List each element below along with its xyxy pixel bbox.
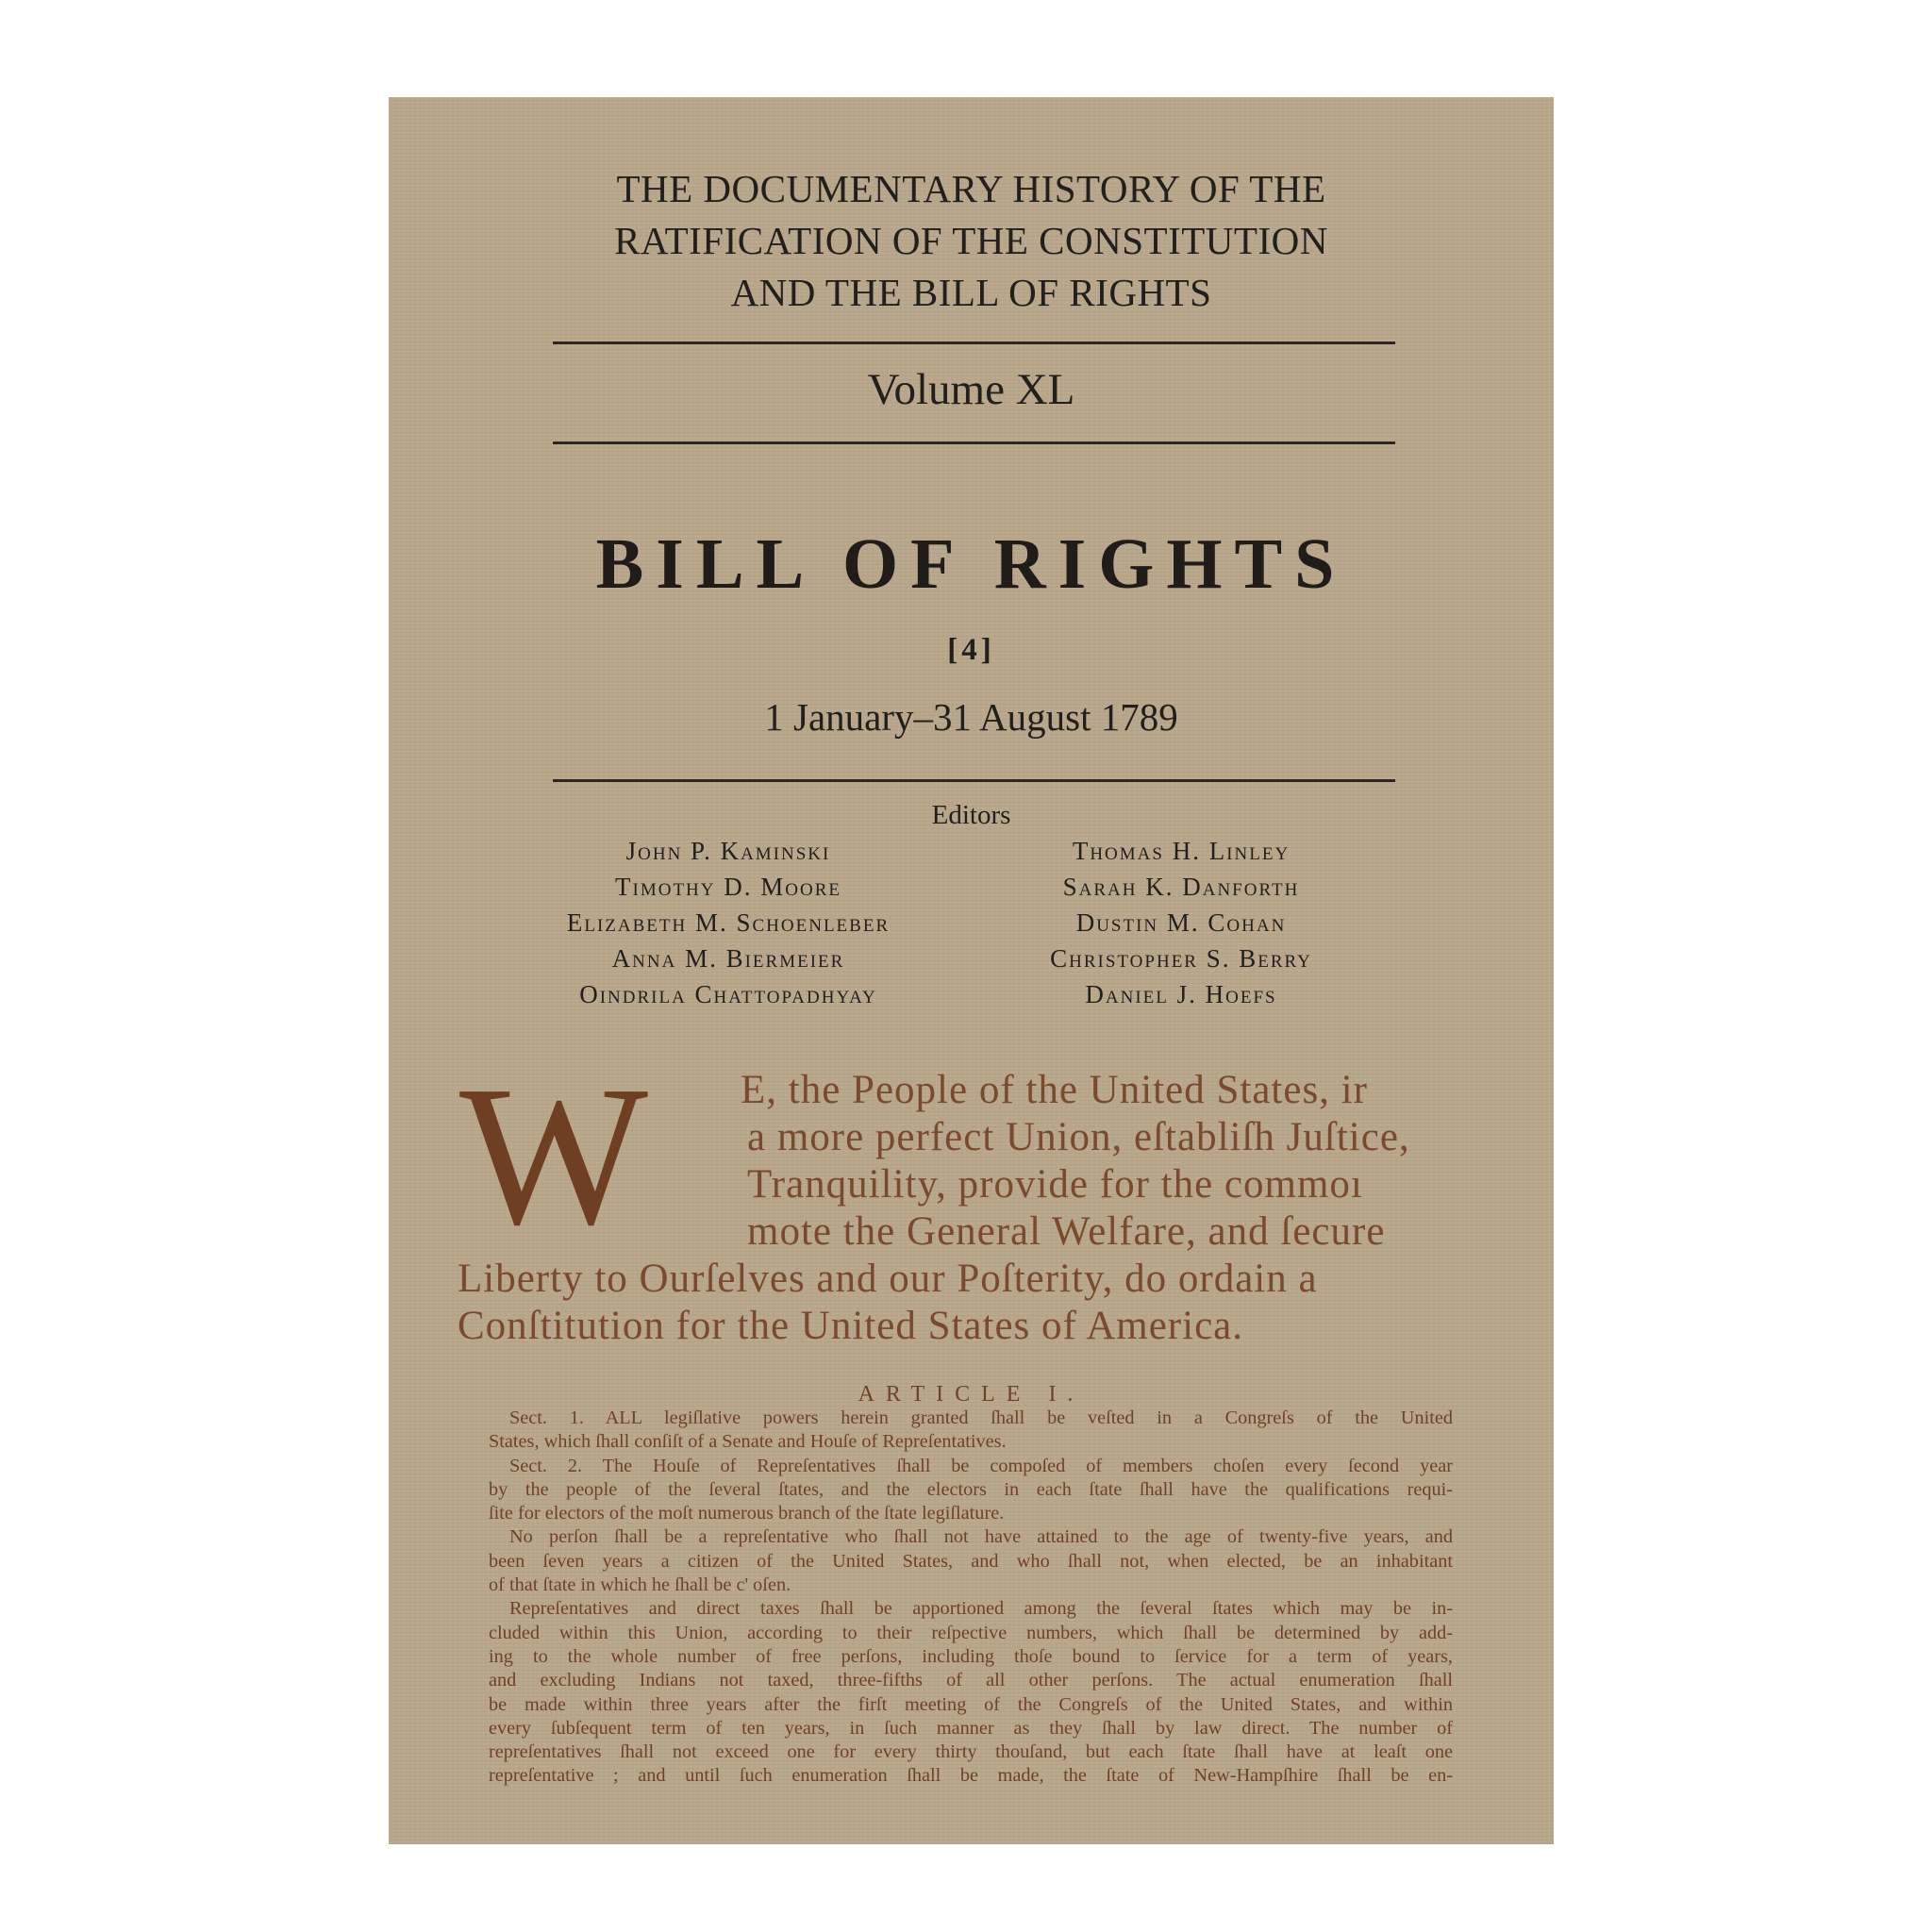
article-line: repreſentatives ſhall not exceed one for every thirty thouſand, but each ſtate ſhall have at leaſt one [489,1741,1453,1763]
article-heading: ARTICLE I. [858,1382,1085,1407]
editor-name: Sarah K. Danforth [1062,873,1300,901]
drop-cap-letter: W [459,1044,649,1266]
article-line: been ſeven years a citizen of the United States, and who ſhall not, when elected, be an inhabitant [489,1550,1453,1572]
editors-list-left [530,833,926,1012]
preamble-line: mote the General Welfare, and ſecure [747,1209,1386,1254]
editor-name: Thomas H. Linley [1072,837,1291,865]
series-title-line: AND THE BILL OF RIGHTS [730,271,1212,314]
article-line: No perſon ſhall be a repreſentative who ſhall not have attained to the age of twenty-five years, and [509,1526,1453,1548]
date-range: 1 January–31 August 1789 [764,695,1178,739]
article-line: and excluding Indians not taxed, three-fifths of all other perſons. The actual enumeration ſhall [489,1670,1453,1691]
divider-rule [553,441,1395,444]
volume-label: Volume XL [867,365,1075,414]
editors-label: Editors [931,800,1011,830]
preamble-line: Conſtitution for the United States of America. [458,1304,1243,1348]
editor-name: Oindrila Chattopadhyay [579,980,877,1008]
article-line: by the people of the ſeveral ſtates, and the electors in each ſtate ſhall have the qualifications requi- [489,1478,1453,1500]
article-line: Sect. 2. The Houſe of Repreſentatives ſhall be compoſed of members choſen every ſecond year [509,1455,1453,1476]
article-line: Sect. 1. ALL legiſlative powers herein granted ſhall be veſted in a Congreſs of the United [509,1407,1453,1428]
book-cover [389,97,1554,1844]
article-line: repreſentative ; and until ſuch enumeration ſhall be made, the ſtate of New-Hampſhire ſhall be en- [489,1765,1453,1787]
article-line: of that ſtate in which he ſhall be c' oſen. [489,1574,791,1596]
article-body [489,1407,1453,1789]
editor-name: Dustin M. Cohan [1075,908,1287,937]
preamble-line: Liberty to Ourſelves and our Poſterity, do ordain a [458,1257,1318,1301]
divider-rule [553,341,1395,344]
editor-name: John P. Kaminski [625,837,831,865]
preamble-line: Tranquility, provide for the commoı [747,1162,1363,1207]
editor-name: Anna M. Biermeier [611,944,845,973]
article-line: ſite for electors of the moſt numerous branch of the ſtate legiſlature. [489,1503,1005,1524]
divider-rule [553,779,1395,782]
article-line: every ſubſequent term of ten years, in ſuch manner as they ſhall by law direct. The number of [489,1717,1453,1739]
article-line: States, which ſhall conſiſt of a Senate and Houſe of Repreſentatives. [489,1431,1007,1453]
article-excerpt [389,1380,1554,1787]
editor-name: Timothy D. Moore [615,873,841,901]
article-line: Repreſentatives and direct taxes ſhall be apportioned among the ſeveral ſtates which may be in- [509,1598,1453,1620]
preamble-line: a more perfect Union, eſtabliſh Juſtice, [747,1115,1410,1159]
article-line: cluded within this Union, according to their reſpective numbers, which ſhall be determined by add- [489,1622,1453,1643]
series-title-line: THE DOCUMENTARY HISTORY OF THE [616,167,1326,210]
article-line: ing to the whole number of free perſons, including thoſe bound to ſervice for a term of years, [489,1645,1453,1667]
book-title: BILL OF RIGHTS [595,525,1347,604]
article-line: be made within three years after the firſt meeting of the Congreſs of the United States, and within [489,1693,1453,1715]
editors-list-right [983,833,1379,1012]
editor-name: Daniel J. Hoefs [1085,980,1277,1008]
series-title [389,163,1554,319]
editor-name: Elizabeth M. Schoenleber [566,908,891,937]
preamble-line: E, the People of the United States, ir [741,1068,1368,1112]
series-title-line: RATIFICATION OF THE CONSTITUTION [614,219,1328,262]
part-number: [4] [947,633,995,667]
editor-name: Christopher S. Berry [1050,944,1312,973]
